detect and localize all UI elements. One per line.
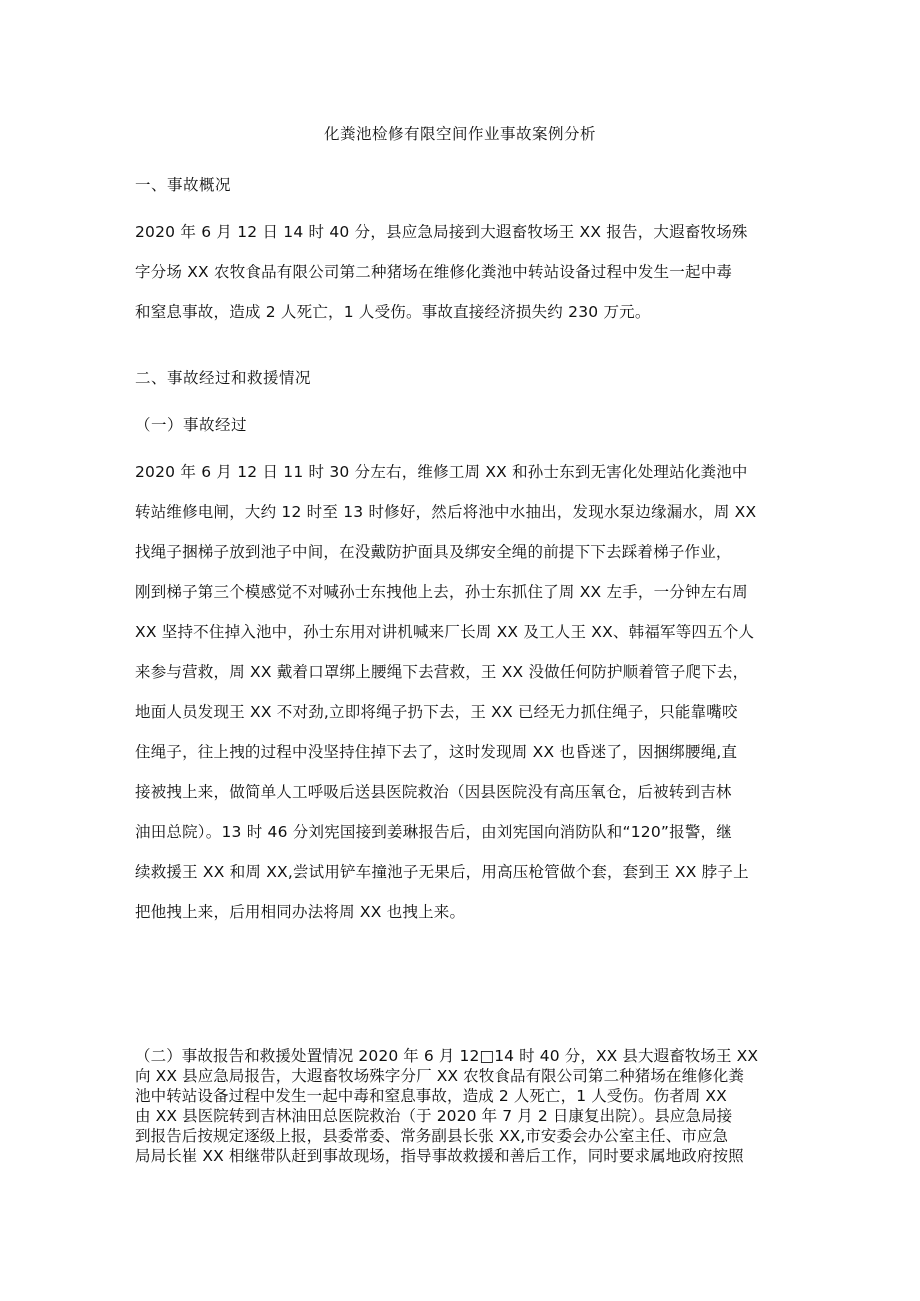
subsection-heading-process: （一）事故经过 xyxy=(135,416,248,434)
text-line: 住绳子，往上拽的过程中没坚持住掉下去了，这时发现周 XX 也昏迷了，因捆绑腰绳,直 xyxy=(135,743,738,761)
text-line: 2020 年 6 月 12 日 14 时 40 分，县应急局接到大遐畜牧场王 XX 报告，大遐畜牧场殊 xyxy=(135,223,748,241)
text-line: 地面人员发现王 XX 不对劲,立即将绳子扔下去，王 XX 已经无力抓住绳子，只能靠嘴咬 xyxy=(135,703,738,721)
section-heading-overview: 一、事故概况 xyxy=(135,176,232,194)
text-line: 接被拽上来，做简单人工呼吸后送县医院救治（因县医院没有高压氧仓，后被转到吉林 xyxy=(135,783,732,801)
text-line: 局局长崔 XX 相继带队赶到事故现场，指导事故救援和善后工作，同时要求属地政府按照 xyxy=(135,1147,744,1165)
text-line: 到报告后按规定逐级上报，县委常委、常务副县长张 XX,市安委会办公室主任、市应急 xyxy=(135,1127,729,1145)
text-line: 2020 年 6 月 12 日 11 时 30 分左右，维修工周 XX 和孙士东到无害化处理站化粪池中 xyxy=(135,463,748,481)
text-line: 由 XX 县医院转到吉林油田总医院救治（于 2020 年 7 月 2 日康复出院）。县应急局接 xyxy=(135,1107,733,1125)
text-line: 把他拽上来，后用相同办法将周 XX 也拽上来。 xyxy=(135,903,466,921)
text-line: 向 XX 县应急局报告，大遐畜牧场殊字分厂 XX 农牧食品有限公司第二种猪场在维修化粪 xyxy=(135,1067,744,1085)
document-title: 化粪池检修有限空间作业事故案例分析 xyxy=(323,125,596,143)
section-heading-process: 二、事故经过和救援情况 xyxy=(135,369,312,387)
text-line: 找绳子捆梯子放到池子中间，在没戴防护面具及绑安全绳的前提下下去踩着梯子作业， xyxy=(135,543,732,561)
text-line: 字分场 XX 农牧食品有限公司第二种猪场在维修化粪池中转站设备过程中发生一起中毒 xyxy=(135,263,733,281)
text-line: 和窒息事故，造成 2 人死亡，1 人受伤。事故直接经济损失约 230 万元。 xyxy=(135,303,651,321)
paragraph-process xyxy=(135,460,787,940)
text-line: 油田总院）。13 时 46 分刘宪国接到姜琳报告后，由刘宪国向消防队和“120”报警，继 xyxy=(135,823,732,841)
paragraph-overview xyxy=(135,220,787,340)
text-line: （二）事故报告和救援处置情况 2020 年 6 月 12□14 时 40 分，XX 县大遐畜牧场王 XX xyxy=(135,1047,759,1065)
text-line: 池中转站设备过程中发生一起中毒和窒息事故，造成 2 人死亡，1 人受伤。伤者周 XX xyxy=(135,1087,727,1105)
text-line: 续救援王 XX 和周 XX,尝试用铲车撞池子无果后，用高压枪管做个套，套到王 XX 脖子上 xyxy=(135,863,749,881)
paragraph-report xyxy=(135,1046,787,1166)
text-line: XX 坚持不住掉入池中，孙士东用对讲机喊来厂长周 XX 及工人王 XX、韩福军等四五个人 xyxy=(135,623,755,641)
text-line: 刚到梯子第三个模感觉不对喊孙士东拽他上去，孙士东抓住了周 XX 左手，一分钟左右周 xyxy=(135,583,748,601)
text-line: 来参与营救，周 XX 戴着口罩绑上腰绳下去营救，王 XX 没做任何防护顺着管子爬下去， xyxy=(135,663,749,681)
text-line: 转站维修电闸，大约 12 时至 13 时修好，然后将池中水抽出，发现水泵边缘漏水，周 XX xyxy=(135,503,757,521)
